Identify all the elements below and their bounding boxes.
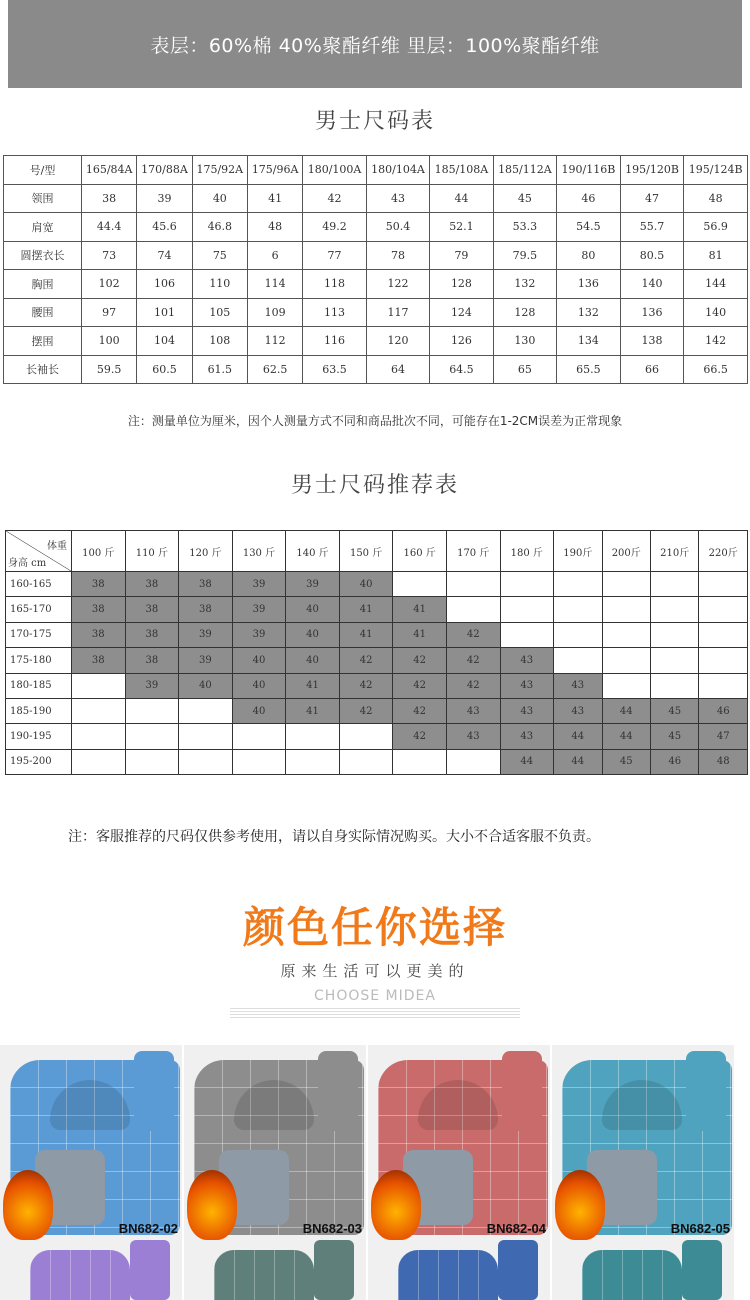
rec-cell [699, 572, 748, 597]
rec-row [6, 622, 748, 647]
rec-cell [602, 622, 650, 647]
rec-cell: 39 [232, 622, 286, 647]
mini-shirt-icon [682, 1240, 722, 1300]
rec-row [6, 673, 748, 698]
size-cell: 56.9 [684, 213, 748, 242]
size-cell: 65.5 [557, 355, 621, 384]
product-code: BN682-03 [302, 1221, 362, 1236]
rec-cell: 48 [699, 749, 748, 774]
rec-cell [699, 673, 748, 698]
size-cell: 144 [684, 270, 748, 299]
size-cell: 117 [366, 298, 429, 327]
weight-label: 体重 [47, 541, 67, 552]
rec-cell: 38 [72, 597, 126, 622]
color-english: CHOOSE MIDEA [314, 988, 436, 1004]
size-cell: 49.2 [303, 213, 366, 242]
rec-cell [446, 572, 500, 597]
rec-cell [602, 673, 650, 698]
rec-cell [125, 724, 179, 749]
size-cell: 75 [192, 241, 247, 270]
rec-cell: 45 [602, 749, 650, 774]
size-cell: 134 [557, 327, 621, 356]
size-cell: 120 [366, 327, 429, 356]
size-cell: 59.5 [82, 355, 137, 384]
height-cell: 185-190 [6, 698, 72, 723]
size-cell: 43 [366, 184, 429, 213]
rec-cell: 39 [232, 597, 286, 622]
rec-cell: 46 [699, 698, 748, 723]
rec-row [6, 749, 748, 774]
rec-cell: 43 [446, 698, 500, 723]
fire-icon [371, 1170, 421, 1240]
size-cell: 47 [620, 184, 684, 213]
rec-cell: 45 [650, 698, 698, 723]
fabric-text: 表层：60%棉 40%聚酯纤维 里层：100%聚酯纤维 [150, 34, 600, 57]
size-row [4, 241, 748, 270]
weight-header-cell: 120 斤 [179, 531, 233, 572]
size-cell: 104 [137, 327, 192, 356]
size-cell: 78 [366, 241, 429, 270]
product-thumb-partial[interactable] [368, 1240, 550, 1300]
size-row [4, 355, 748, 384]
rec-row [6, 698, 748, 723]
product-code: BN682-02 [118, 1221, 178, 1236]
size-cell: 97 [82, 298, 137, 327]
rec-cell: 39 [179, 648, 233, 673]
size-cell: 128 [430, 270, 493, 299]
rec-cell: 46 [650, 749, 698, 774]
collar-shape [602, 1080, 682, 1130]
rec-row [6, 572, 748, 597]
mini-shirt-icon [130, 1240, 170, 1300]
rec-cell [286, 749, 340, 774]
rec-cell: 40 [232, 673, 286, 698]
size-cell: 48 [247, 213, 302, 242]
product-thumb-partial[interactable] [0, 1240, 182, 1300]
size-cell: 63.5 [303, 355, 366, 384]
rec-cell [72, 698, 126, 723]
size-cell: 112 [247, 327, 302, 356]
size-cell: 62.5 [247, 355, 302, 384]
size-cell: 122 [366, 270, 429, 299]
size-row [4, 213, 748, 242]
size-header-cell: 185/108A [430, 156, 493, 185]
size-cell: 130 [493, 327, 556, 356]
rec-cell: 38 [72, 648, 126, 673]
rec-corner [6, 531, 71, 571]
rec-note: 注：客服推荐的尺码仅供参考使用，请以自身实际情况购买。大小不合适客服不负责。 [68, 829, 600, 845]
size-cell: 48 [684, 184, 748, 213]
rec-cell [179, 724, 233, 749]
product-code: BN682-05 [670, 1221, 730, 1236]
rec-cell [339, 724, 393, 749]
size-cell: 108 [192, 327, 247, 356]
size-cell: 66.5 [684, 355, 748, 384]
weight-header-cell: 220斤 [699, 531, 748, 572]
size-cell: 132 [493, 270, 556, 299]
size-cell: 45 [493, 184, 556, 213]
size-cell: 114 [247, 270, 302, 299]
size-row-label: 胸围 [4, 270, 82, 299]
color-title: 颜色任你选择 [242, 903, 507, 952]
size-cell: 74 [137, 241, 192, 270]
size-cell: 73 [82, 241, 137, 270]
rec-cell: 43 [554, 673, 602, 698]
rec-cell [699, 648, 748, 673]
size-cell: 54.5 [557, 213, 621, 242]
size-header-cell: 185/112A [493, 156, 556, 185]
mini-shirt-icon [318, 1051, 358, 1131]
rec-cell: 47 [699, 724, 748, 749]
rec-cell [179, 698, 233, 723]
weight-header-cell: 110 斤 [125, 531, 179, 572]
rec-cell: 42 [393, 648, 447, 673]
rec-cell: 42 [339, 673, 393, 698]
size-row-label: 摆围 [4, 327, 82, 356]
rec-cell: 43 [500, 648, 554, 673]
rec-cell: 39 [286, 572, 340, 597]
fire-icon [187, 1170, 237, 1240]
size-cell: 64.5 [430, 355, 493, 384]
mini-shirt-icon [502, 1051, 542, 1131]
rec-cell: 42 [339, 648, 393, 673]
height-cell: 160-165 [6, 572, 72, 597]
size-row [4, 298, 748, 327]
size-cell: 128 [493, 298, 556, 327]
size-cell: 81 [684, 241, 748, 270]
rec-cell: 40 [232, 698, 286, 723]
rec-cell [125, 749, 179, 774]
size-header-cell: 175/96A [247, 156, 302, 185]
size-table-title: 男士尺码表 [314, 109, 435, 134]
size-cell: 6 [247, 241, 302, 270]
weight-header-cell: 130 斤 [232, 531, 286, 572]
size-cell: 126 [430, 327, 493, 356]
fire-icon [3, 1170, 53, 1240]
size-row [4, 270, 748, 299]
mini-shirt-icon [686, 1051, 726, 1131]
size-cell: 109 [247, 298, 302, 327]
rec-row [6, 724, 748, 749]
rec-cell [650, 597, 698, 622]
size-header-cell: 180/100A [303, 156, 366, 185]
size-header-label: 号/型 [4, 156, 82, 185]
rec-cell: 39 [179, 622, 233, 647]
size-cell: 42 [303, 184, 366, 213]
rec-row [6, 597, 748, 622]
rec-cell: 40 [286, 622, 340, 647]
rec-cell [446, 749, 500, 774]
size-header-cell: 165/84A [82, 156, 137, 185]
rec-cell [286, 724, 340, 749]
fire-icon [555, 1170, 605, 1240]
size-cell: 140 [684, 298, 748, 327]
size-header-row [4, 156, 748, 185]
collar-shape [418, 1080, 498, 1130]
size-row-label: 领围 [4, 184, 82, 213]
rec-cell: 43 [500, 698, 554, 723]
product-thumb-partial[interactable] [552, 1240, 734, 1300]
rec-cell: 42 [446, 673, 500, 698]
rec-cell: 38 [179, 572, 233, 597]
rec-cell [699, 597, 748, 622]
height-label: 身高 cm [8, 558, 47, 569]
rec-cell [500, 597, 554, 622]
size-cell: 138 [620, 327, 684, 356]
size-cell: 80.5 [620, 241, 684, 270]
collar-shape [234, 1080, 314, 1130]
size-cell: 60.5 [137, 355, 192, 384]
rec-cell [179, 749, 233, 774]
size-cell: 106 [137, 270, 192, 299]
rec-cell: 38 [125, 572, 179, 597]
size-cell: 136 [557, 270, 621, 299]
mini-shirt-icon [134, 1051, 174, 1131]
rec-corner-cell [6, 531, 72, 572]
rec-cell: 41 [393, 597, 447, 622]
weight-header-cell: 160 斤 [393, 531, 447, 572]
rec-cell: 44 [500, 749, 554, 774]
product-thumb[interactable] [184, 1045, 366, 1240]
size-cell: 105 [192, 298, 247, 327]
rec-cell [500, 622, 554, 647]
size-cell: 40 [192, 184, 247, 213]
rec-cell [125, 698, 179, 723]
rec-cell: 43 [554, 698, 602, 723]
size-note: 注：测量单位为厘米，因个人测量方式不同和商品批次不同，可能存在1-2CM误差为正常现象 [127, 414, 623, 428]
rec-cell [602, 648, 650, 673]
decorative-text-lines [230, 1008, 520, 1020]
rec-cell [650, 572, 698, 597]
size-cell: 79.5 [493, 241, 556, 270]
weight-header-cell: 170 斤 [446, 531, 500, 572]
rec-cell: 44 [554, 749, 602, 774]
rec-table-title: 男士尺码推荐表 [290, 473, 459, 498]
rec-cell: 40 [339, 572, 393, 597]
weight-header-cell: 140 斤 [286, 531, 340, 572]
size-cell: 124 [430, 298, 493, 327]
size-cell: 53.3 [493, 213, 556, 242]
rec-cell: 43 [446, 724, 500, 749]
size-cell: 44 [430, 184, 493, 213]
rec-cell: 44 [602, 698, 650, 723]
size-cell: 77 [303, 241, 366, 270]
size-header-cell: 175/92A [192, 156, 247, 185]
size-cell: 118 [303, 270, 366, 299]
rec-cell: 38 [72, 572, 126, 597]
height-cell: 165-170 [6, 597, 72, 622]
size-cell: 64 [366, 355, 429, 384]
product-thumb[interactable] [368, 1045, 550, 1240]
rec-cell [650, 648, 698, 673]
height-cell: 190-195 [6, 724, 72, 749]
rec-cell [72, 673, 126, 698]
rec-cell: 39 [232, 572, 286, 597]
size-cell: 65 [493, 355, 556, 384]
rec-cell [554, 648, 602, 673]
rec-cell: 42 [393, 724, 447, 749]
rec-cell: 44 [602, 724, 650, 749]
size-cell: 79 [430, 241, 493, 270]
size-cell: 66 [620, 355, 684, 384]
color-subtitle: 原来生活可以更美的 [280, 962, 470, 980]
product-thumb[interactable] [552, 1045, 734, 1240]
weight-header-cell: 200斤 [602, 531, 650, 572]
rec-cell: 40 [179, 673, 233, 698]
rec-cell [650, 673, 698, 698]
rec-cell: 41 [286, 673, 340, 698]
rec-cell [72, 749, 126, 774]
mini-shirt-icon [314, 1240, 354, 1300]
size-cell: 46.8 [192, 213, 247, 242]
size-cell: 142 [684, 327, 748, 356]
size-table [3, 155, 748, 384]
rec-cell: 42 [393, 673, 447, 698]
size-cell: 110 [192, 270, 247, 299]
rec-cell: 45 [650, 724, 698, 749]
rec-cell: 41 [286, 698, 340, 723]
rec-cell: 42 [446, 648, 500, 673]
weight-header-cell: 210斤 [650, 531, 698, 572]
rec-cell: 41 [339, 622, 393, 647]
size-header-cell: 190/116B [557, 156, 621, 185]
size-cell: 100 [82, 327, 137, 356]
rec-row [6, 648, 748, 673]
rec-cell [393, 572, 447, 597]
size-cell: 52.1 [430, 213, 493, 242]
mini-shirt-icon [498, 1240, 538, 1300]
height-cell: 170-175 [6, 622, 72, 647]
rec-cell: 40 [232, 648, 286, 673]
rec-cell: 40 [286, 597, 340, 622]
size-header-cell: 180/104A [366, 156, 429, 185]
rec-cell [500, 572, 554, 597]
size-cell: 116 [303, 327, 366, 356]
rec-cell [554, 572, 602, 597]
size-cell: 38 [82, 184, 137, 213]
size-header-cell: 195/124B [684, 156, 748, 185]
rec-cell: 41 [393, 622, 447, 647]
rec-cell [699, 622, 748, 647]
size-cell: 46 [557, 184, 621, 213]
weight-header-cell: 100 斤 [72, 531, 126, 572]
rec-cell: 41 [339, 597, 393, 622]
rec-cell [393, 749, 447, 774]
size-row-label: 圆摆衣长 [4, 241, 82, 270]
rec-header-row [6, 531, 748, 572]
product-thumb-partial[interactable] [184, 1240, 366, 1300]
weight-header-cell: 150 斤 [339, 531, 393, 572]
rec-cell: 42 [393, 698, 447, 723]
rec-cell [339, 749, 393, 774]
size-cell: 132 [557, 298, 621, 327]
rec-cell: 42 [446, 622, 500, 647]
size-cell: 55.7 [620, 213, 684, 242]
size-cell: 113 [303, 298, 366, 327]
size-cell: 44.4 [82, 213, 137, 242]
weight-header-cell: 180 斤 [500, 531, 554, 572]
rec-cell: 39 [125, 673, 179, 698]
size-row [4, 327, 748, 356]
size-cell: 39 [137, 184, 192, 213]
size-row-label: 长袖长 [4, 355, 82, 384]
size-cell: 136 [620, 298, 684, 327]
rec-cell: 42 [339, 698, 393, 723]
rec-cell [602, 597, 650, 622]
rec-cell: 40 [286, 648, 340, 673]
size-row-label: 腰围 [4, 298, 82, 327]
size-header-cell: 195/120B [620, 156, 684, 185]
height-cell: 175-180 [6, 648, 72, 673]
rec-cell: 38 [125, 597, 179, 622]
weight-header-cell: 190斤 [554, 531, 602, 572]
rec-cell [232, 749, 286, 774]
product-thumb[interactable] [0, 1045, 182, 1240]
rec-cell: 43 [500, 724, 554, 749]
collar-shape [50, 1080, 130, 1130]
rec-cell: 38 [125, 622, 179, 647]
product-code: BN682-04 [486, 1221, 546, 1236]
size-row-label: 肩宽 [4, 213, 82, 242]
size-row [4, 184, 748, 213]
size-cell: 45.6 [137, 213, 192, 242]
size-cell: 41 [247, 184, 302, 213]
rec-cell: 38 [125, 648, 179, 673]
fabric-banner [8, 0, 742, 88]
size-cell: 102 [82, 270, 137, 299]
height-cell: 180-185 [6, 673, 72, 698]
rec-table [5, 530, 748, 775]
rec-cell [72, 724, 126, 749]
size-cell: 61.5 [192, 355, 247, 384]
rec-cell [232, 724, 286, 749]
size-header-cell: 170/88A [137, 156, 192, 185]
rec-cell: 38 [179, 597, 233, 622]
rec-cell: 38 [72, 622, 126, 647]
rec-cell [446, 597, 500, 622]
rec-cell: 43 [500, 673, 554, 698]
size-cell: 101 [137, 298, 192, 327]
size-cell: 50.4 [366, 213, 429, 242]
rec-cell [554, 622, 602, 647]
rec-cell [650, 622, 698, 647]
rec-cell: 44 [554, 724, 602, 749]
rec-cell [554, 597, 602, 622]
rec-cell [602, 572, 650, 597]
size-cell: 80 [557, 241, 621, 270]
height-cell: 195-200 [6, 749, 72, 774]
size-cell: 140 [620, 270, 684, 299]
